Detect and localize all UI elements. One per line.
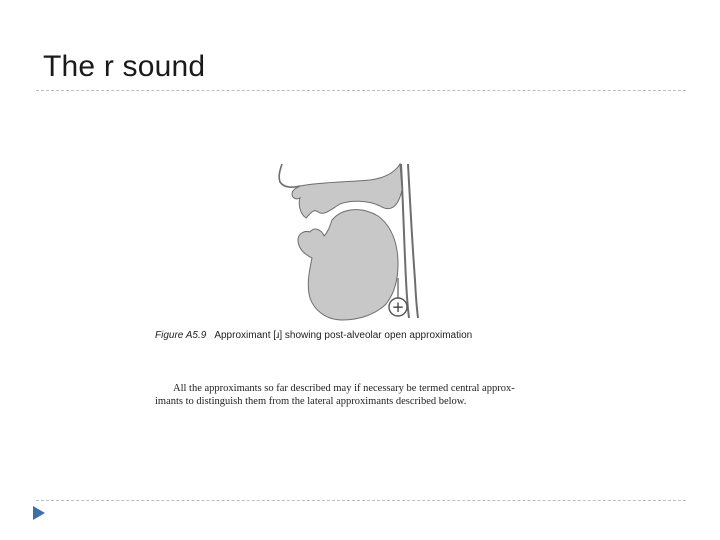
figure-caption-text: Approximant [ɹ] showing post-alveolar open approximation: [214, 330, 473, 341]
glottis-symbol: +: [391, 298, 405, 316]
footer-divider: [36, 500, 686, 501]
figure-label: Figure A5.9: [155, 330, 207, 341]
title-divider: [36, 90, 686, 91]
upper-profile: [279, 164, 300, 187]
pharynx-wall-inner: [408, 164, 418, 318]
body-line-1: All the approximants so far described may if necessary be termed central approx-: [173, 383, 515, 394]
body-line-2: imants to distinguish them from the lateral approximants described below.: [155, 396, 467, 407]
palate-shape: [292, 164, 402, 218]
body-paragraph: [155, 382, 560, 408]
tongue-shape: [298, 210, 398, 320]
triangle-right-icon[interactable]: [32, 505, 46, 521]
vocal-tract-diagram: [270, 160, 440, 322]
slide-title: The r sound: [43, 50, 206, 83]
figure-caption: [155, 330, 472, 341]
